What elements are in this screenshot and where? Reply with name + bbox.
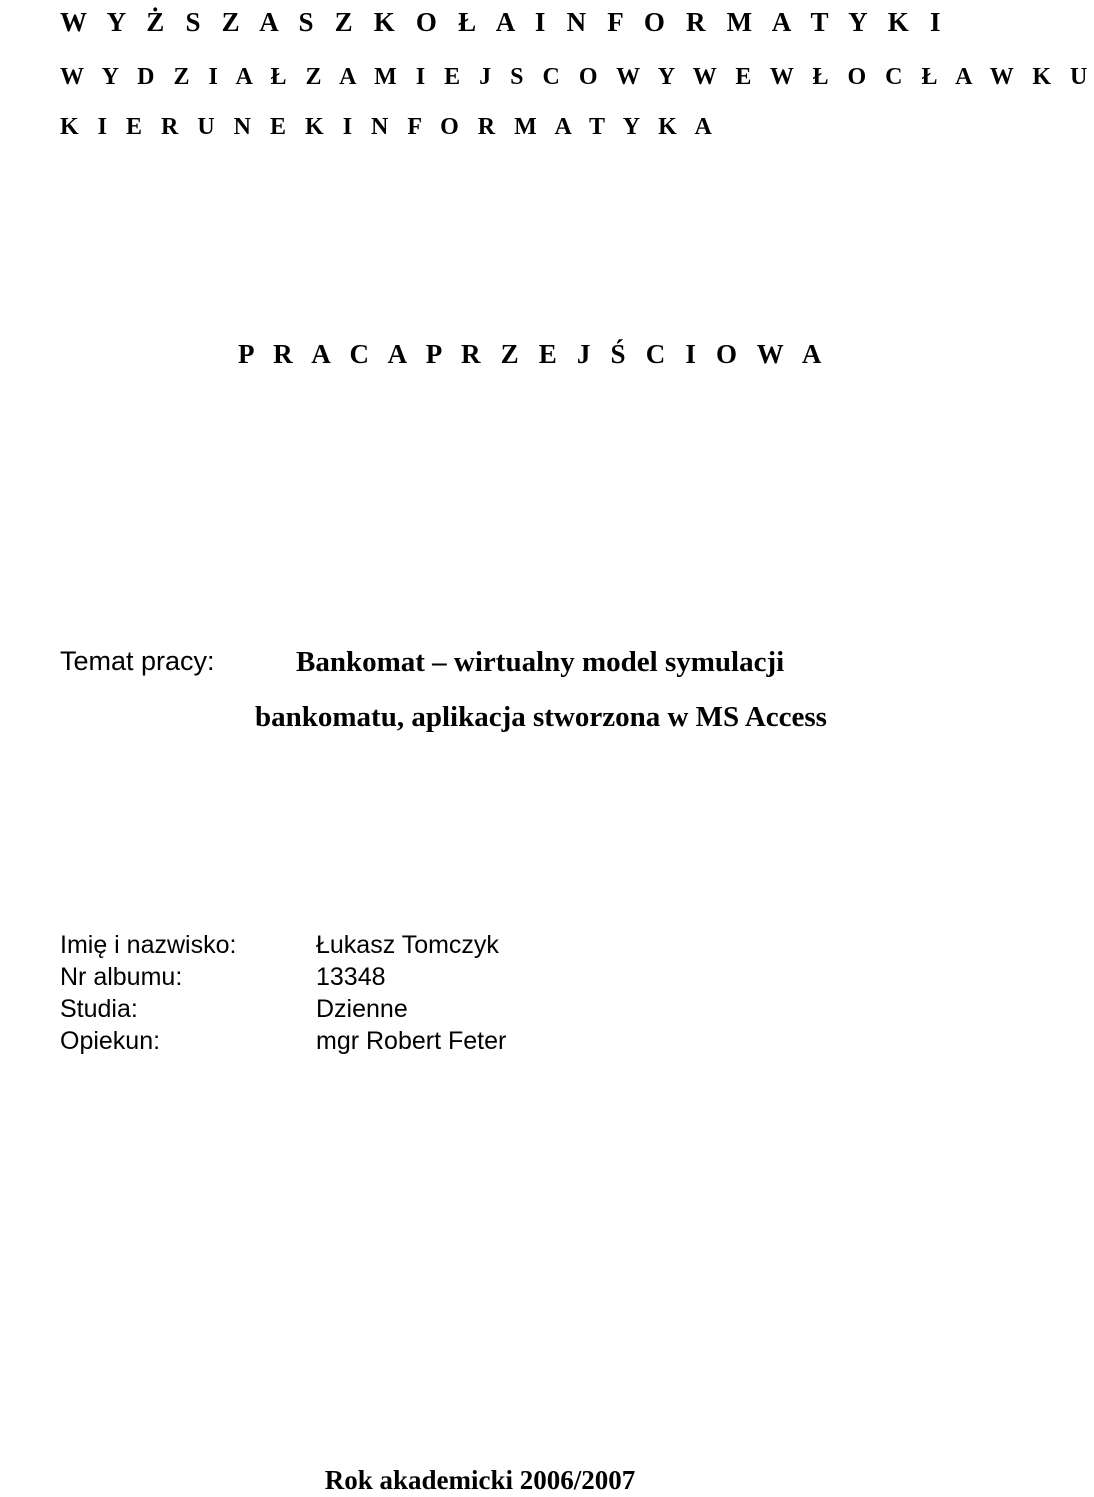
school-name: W Y Ż S Z A S Z K O Ł A I N F O R M A T Y K I — [60, 7, 948, 37]
document-type-title: P R A C A P R Z E J Ś C I O W A — [238, 339, 829, 369]
name-label: Imię i nazwisko: — [60, 931, 237, 959]
major-name: K I E R U N E K I N F O R M A T Y K A — [60, 114, 719, 140]
studies-label: Studia: — [60, 995, 138, 1023]
album-label: Nr albumu: — [60, 963, 183, 991]
album-value: 13348 — [316, 963, 386, 991]
topic-label: Temat pracy: — [60, 646, 215, 676]
topic-title-line-2: bankomatu, aplikacja stworzona w MS Access — [255, 701, 827, 733]
faculty-name: W Y D Z I A Ł Z A M I E J S C O W Y W E W Ł O C Ł A W K U — [60, 64, 1094, 90]
name-value: Łukasz Tomczyk — [316, 931, 499, 959]
academic-year: Rok akademicki 2006/2007 — [324, 1465, 636, 1495]
topic-title-line-1: Bankomat – wirtualny model symulacji — [296, 646, 785, 678]
supervisor-value: mgr Robert Feter — [316, 1027, 507, 1055]
supervisor-label: Opiekun: — [60, 1027, 161, 1055]
studies-value: Dzienne — [316, 995, 408, 1023]
